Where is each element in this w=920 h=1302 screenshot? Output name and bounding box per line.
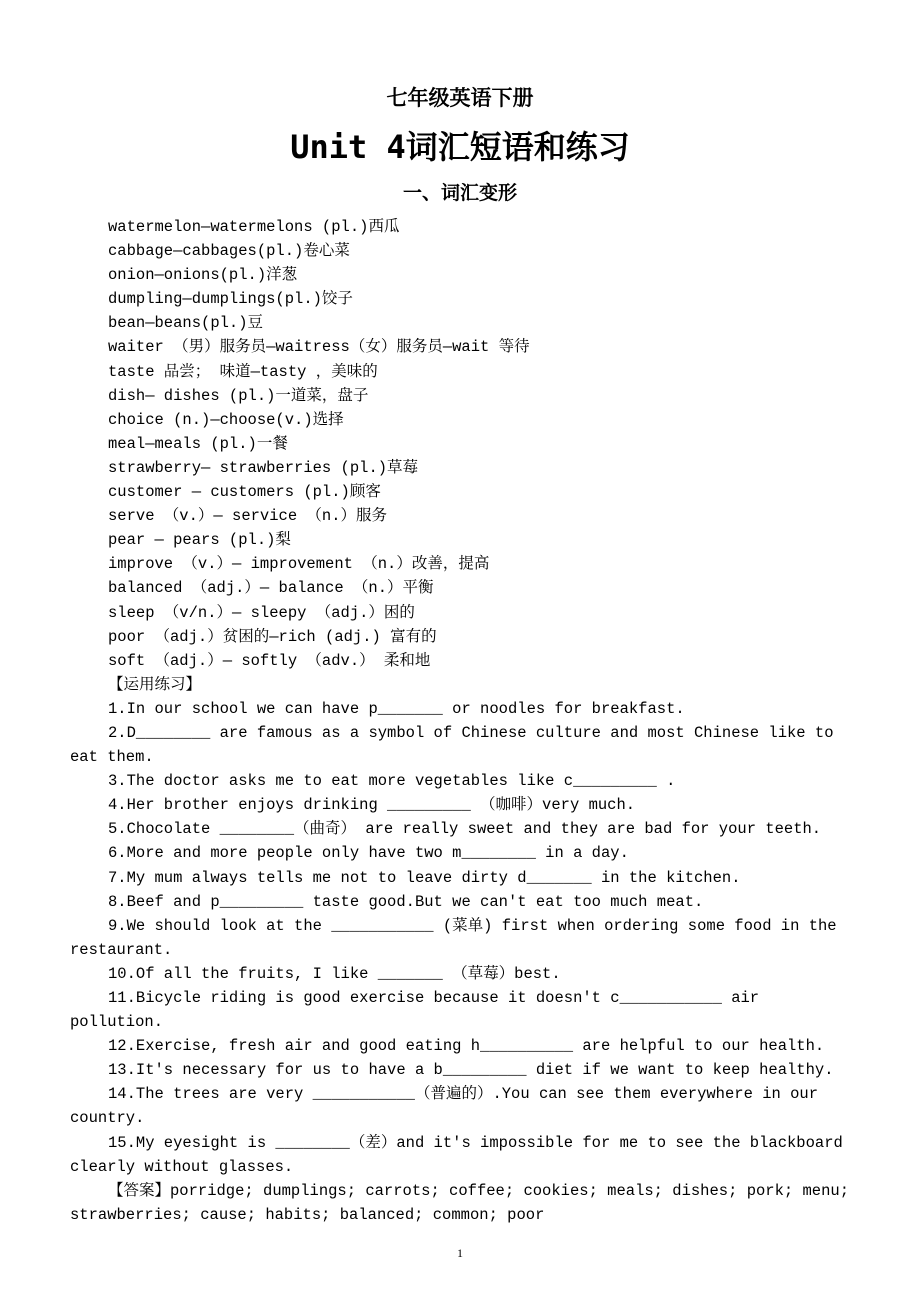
vocab-item: choice (n.)—choose(v.)选择 xyxy=(108,410,344,429)
exercise-item: 15.My eyesight is ________（差）and it's impossible for me to see the blackboard clearly without glasses. xyxy=(70,1133,853,1176)
exercise-item: 10.Of all the fruits, I like _______ （草莓）best. xyxy=(108,964,561,983)
vocab-item: dumpling—dumplings(pl.)饺子 xyxy=(108,290,353,309)
practice-heading: 【运用练习】 xyxy=(108,675,202,694)
section-heading: 一、词汇变形 xyxy=(402,182,517,204)
vocab-list xyxy=(70,215,855,673)
vocab-item: onion—onions(pl.)洋葱 xyxy=(108,266,298,285)
exercise-item: 13.It's necessary for us to have a b_________ diet if we want to keep healthy. xyxy=(108,1061,834,1080)
exercise-item: 11.Bicycle riding is good exercise because it doesn't c___________ air pollution. xyxy=(70,989,769,1032)
exercise-item: 12.Exercise, fresh air and good eating h__________ are helpful to our health. xyxy=(108,1037,825,1056)
vocab-item: dish— dishes (pl.)一道菜，盘子 xyxy=(108,386,369,405)
exercise-list xyxy=(70,697,855,1179)
document-body xyxy=(70,215,859,1227)
exercise-item: 9.We should look at the ___________ (菜单) first when ordering some food in the restaurant. xyxy=(70,916,846,959)
exercise-item: 3.The doctor asks me to eat more vegetables like c_________ . xyxy=(108,772,676,791)
vocab-item: sleep （v/n.）— sleepy （adj.）困的 xyxy=(108,603,415,622)
document-title: Unit 4词汇短语和练习 xyxy=(290,128,630,166)
vocab-item: meal—meals (pl.)一餐 xyxy=(108,434,288,453)
exercise-item: 2.D________ are famous as a symbol of Chinese culture and most Chinese like to eat them. xyxy=(70,723,843,767)
vocab-item: pear — pears (pl.)梨 xyxy=(108,531,291,550)
exercise-item: 1.In our school we can have p_______ or noodles for breakfast. xyxy=(108,699,685,718)
exercise-item: 4.Her brother enjoys drinking _________ （咖啡）very much. xyxy=(108,796,636,815)
vocab-item: balanced （adj.）— balance （n.）平衡 xyxy=(108,579,434,598)
exercise-item: 14.The trees are very ___________（普遍的）.You can see them everywhere in our country. xyxy=(70,1085,828,1128)
exercise-item: 5.Chocolate ________（曲奇） are really sweet and they are bad for your teeth. xyxy=(108,820,822,839)
vocab-item: serve （v.）— service （n.）服务 xyxy=(108,507,388,526)
vocab-item: strawberry— strawberries (pl.)草莓 xyxy=(108,458,419,477)
page-number: 1 xyxy=(457,1246,463,1260)
exercise-item: 6.More and more people only have two m________ in a day. xyxy=(108,844,629,863)
vocab-item: soft （adj.）— softly （adv.） 柔和地 xyxy=(108,651,431,670)
vocab-item: taste 品尝； 味道—tasty ，美味的 xyxy=(108,362,378,381)
vocab-item: cabbage—cabbages(pl.)卷心菜 xyxy=(108,242,350,261)
vocab-item: improve （v.）— improvement （n.）改善，提高 xyxy=(108,555,490,574)
document-grade-heading: 七年级英语下册 xyxy=(386,86,534,110)
vocab-item: poor （adj.）贫困的—rich (adj.) 富有的 xyxy=(108,627,437,646)
vocab-item: waiter （男）服务员—waitress（女）服务员—wait 等待 xyxy=(108,338,530,357)
vocab-item: customer — customers (pl.)顾客 xyxy=(108,483,381,502)
vocab-item: watermelon—watermelons (pl.)西瓜 xyxy=(108,218,400,236)
vocab-item: bean—beans(pl.)豆 xyxy=(108,314,264,333)
exercise-item: 7.My mum always tells me not to leave dirty d_______ in the kitchen. xyxy=(108,868,741,887)
answer-key: 【答案】porridge; dumplings; carrots; coffee; cookies; meals; dishes; pork; menu; strawberries; cause; habits; balanced; common; poor xyxy=(70,1181,859,1224)
exercise-item: 8.Beef and p_________ taste good.But we can't eat too much meat. xyxy=(108,892,704,911)
